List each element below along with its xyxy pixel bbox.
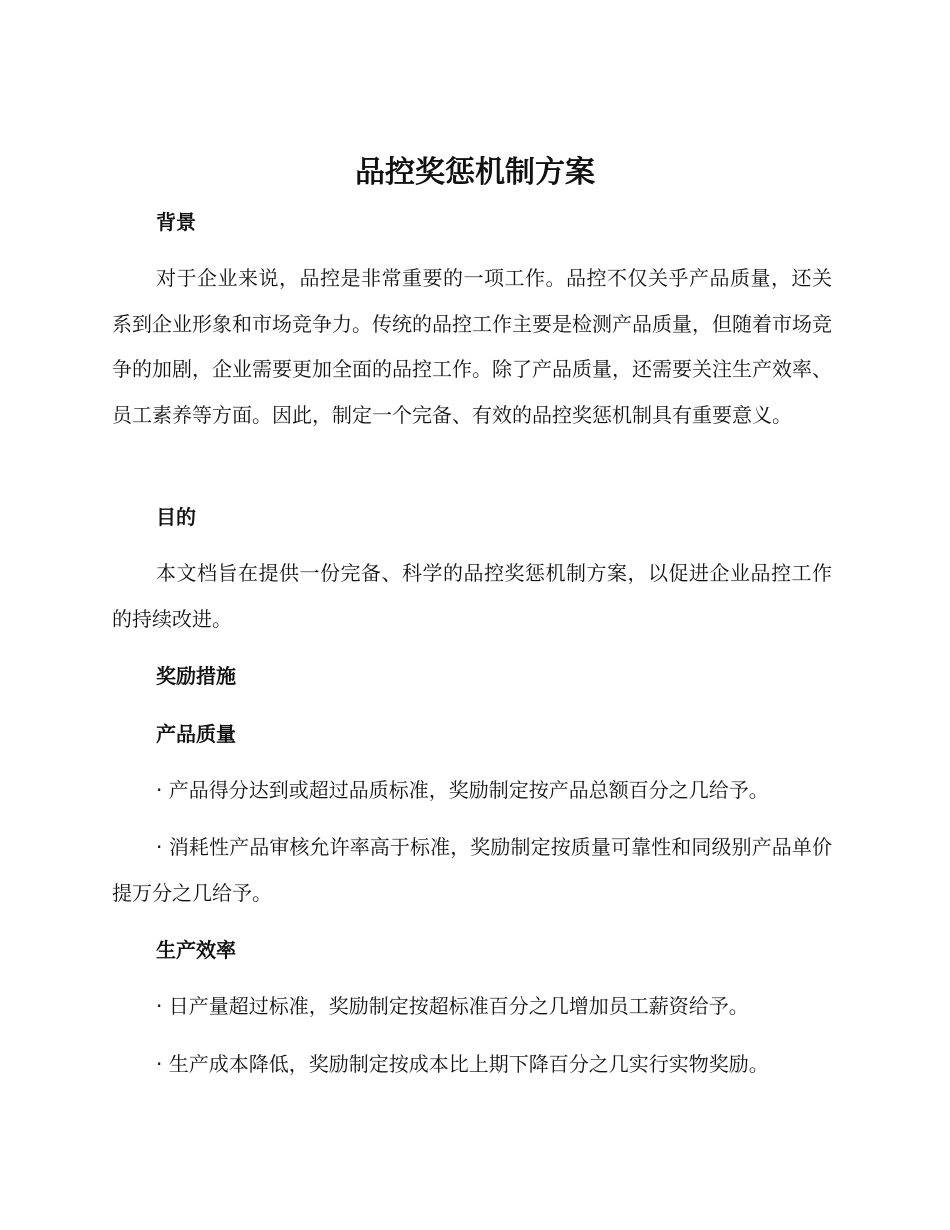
purpose-paragraph: 本文档旨在提供一份完备、科学的品控奖惩机制方案，以促进企业品控工作的持续改进。 bbox=[112, 561, 832, 631]
section-heading-rewards: 奖励措施 bbox=[156, 664, 236, 688]
background-paragraph: 对于企业来说，品控是非常重要的一项工作。品控不仅关乎产品质量，还关系到企业形象和市场竞争力。传统的品控工作主要是检测产品质量，但随着市场竞争的加剧，企业需要更加全面的品控工作。除了产品质量，还需要关注生产效率、员工素养等方面。因此，制定一个完备、有效的品控奖惩机制具有重要意义。 bbox=[112, 266, 832, 427]
bullet-item: · 生产成本降低，奖励制定按成本比上期下降百分之几实行实物奖励。 bbox=[156, 1052, 769, 1076]
bullet-item: · 日产量超过标准，奖励制定按超标准百分之几增加员工薪资给予。 bbox=[156, 994, 749, 1018]
bullet-item: · 产品得分达到或超过品质标准，奖励制定按产品总额百分之几给予。 bbox=[156, 778, 769, 802]
bullet-item: · 消耗性产品审核允许率高于标准，奖励制定按质量可靠性和同级别产品单价提万分之几给予。 bbox=[112, 835, 832, 905]
subsection-heading-production-efficiency: 生产效率 bbox=[156, 938, 236, 962]
section-heading-purpose: 目的 bbox=[156, 505, 196, 529]
section-heading-background: 背景 bbox=[156, 210, 196, 234]
document-title: 品控奖惩机制方案 bbox=[355, 155, 595, 190]
subsection-heading-product-quality: 产品质量 bbox=[156, 722, 236, 746]
